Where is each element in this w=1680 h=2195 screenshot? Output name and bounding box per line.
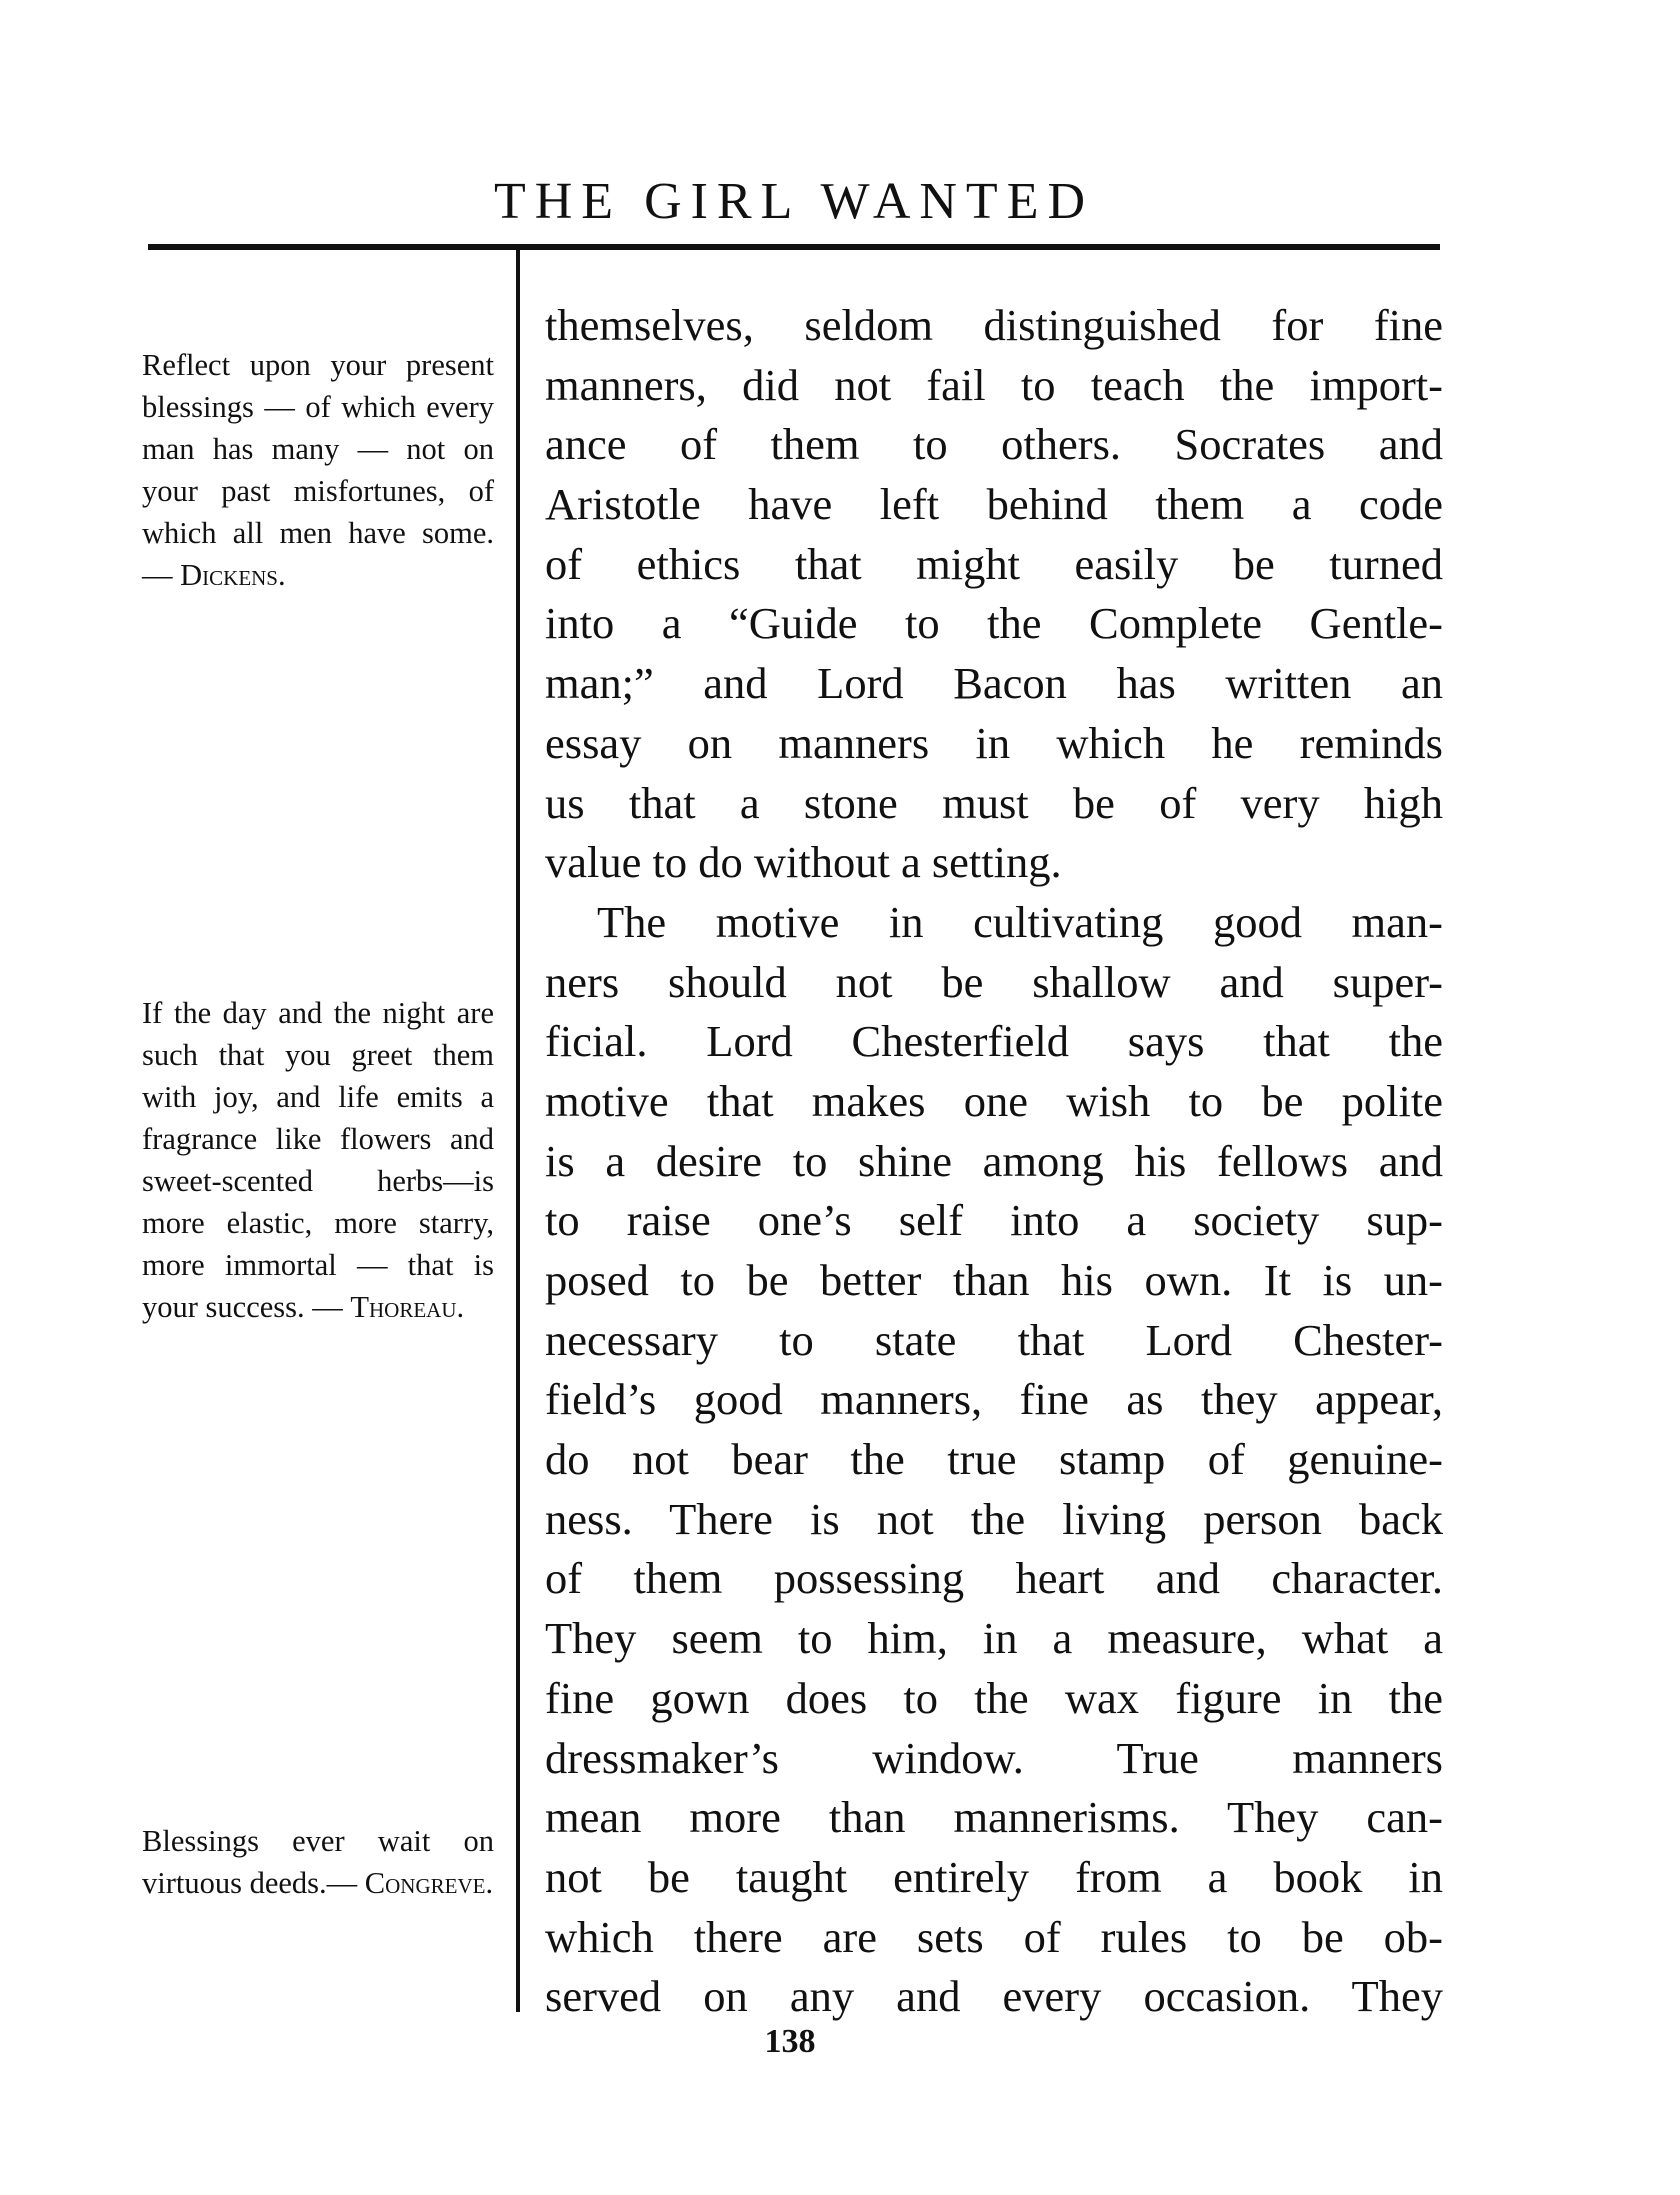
body-line: Aristotle have left behind them a code xyxy=(545,479,1443,530)
sidenote-quote-author: Dickens. xyxy=(180,558,286,592)
running-head: THE GIRL WANTED xyxy=(493,173,1095,230)
body-line: which there are sets of rules to be ob- xyxy=(545,1911,1443,1962)
body-line: necessary to state that Lord Chester- xyxy=(545,1314,1443,1365)
body-line: essay on manners in which he reminds xyxy=(545,717,1443,768)
body-line: us that a stone must be of very high xyxy=(545,777,1443,828)
body-line: The motive in cultivating good man- xyxy=(597,896,1443,947)
body-line: ance of them to others. Socrates and xyxy=(545,419,1443,470)
main-body-text xyxy=(545,296,1443,2027)
body-line: man;” and Lord Bacon has written an xyxy=(545,658,1443,709)
body-line: ners should not be shallow and super- xyxy=(545,956,1443,1007)
sidenote-quote-thoreau xyxy=(142,992,494,1328)
sidenote-quote-text: If the day and the night are such that you greet them with joy, and life emits a fragrance like flowers and sweet-scented herbs—is more elastic, more starry, more immortal — that is your success. — xyxy=(142,996,494,1324)
sidenote-quote-text: Blessings ever wait on virtuous deeds.— xyxy=(142,1824,494,1900)
body-line: do not bear the true stamp of genuine- xyxy=(545,1434,1443,1485)
body-line: is a desire to shine among his fellows and xyxy=(545,1135,1443,1186)
body-line: motive that makes one wish to be polite xyxy=(545,1075,1443,1126)
body-line: dressmaker’s window. True manners xyxy=(545,1732,1443,1783)
body-line: of ethics that might easily be turned xyxy=(545,538,1443,589)
body-line: ness. There is not the living person back xyxy=(545,1493,1443,1544)
body-line: themselves, seldom distinguished for fine xyxy=(545,300,1443,350)
body-line: value to do without a setting. xyxy=(545,837,1062,888)
body-line: ficial. Lord Chesterfield says that the xyxy=(545,1016,1443,1067)
body-line: mean more than mannerisms. They can- xyxy=(545,1792,1443,1843)
sidenote-quote-text: Reflect upon your present blessings — of which every man has many — not on your past misfortunes, of which all men have some. — xyxy=(142,348,494,592)
sidenote-quote-author: Thoreau. xyxy=(350,1290,465,1324)
body-line: They seem to him, in a measure, what a xyxy=(545,1613,1443,1664)
body-line: manners, did not fail to teach the import- xyxy=(545,359,1443,410)
sidenote-quote-congreve xyxy=(142,1820,494,1904)
body-line: fine gown does to the wax figure in the xyxy=(545,1672,1443,1723)
body-line: not be taught entirely from a book in xyxy=(545,1851,1443,1902)
body-line: to raise one’s self into a society sup- xyxy=(545,1195,1443,1246)
column-divider-rule xyxy=(516,246,520,2012)
page-number: 138 xyxy=(764,2023,816,2060)
body-line: served on any and every occasion. They xyxy=(545,1971,1443,2022)
sidenote-quote-author: Congreve. xyxy=(364,1866,494,1900)
body-line: posed to be better than his own. It is un- xyxy=(545,1255,1443,1305)
header-rule xyxy=(148,244,1440,250)
sidenote-quote-dickens xyxy=(142,344,494,596)
body-line: into a “Guide to the Complete Gentle- xyxy=(545,598,1443,649)
body-line: of them possessing heart and character. xyxy=(545,1553,1443,1604)
body-line: field’s good manners, fine as they appear, xyxy=(545,1374,1443,1425)
